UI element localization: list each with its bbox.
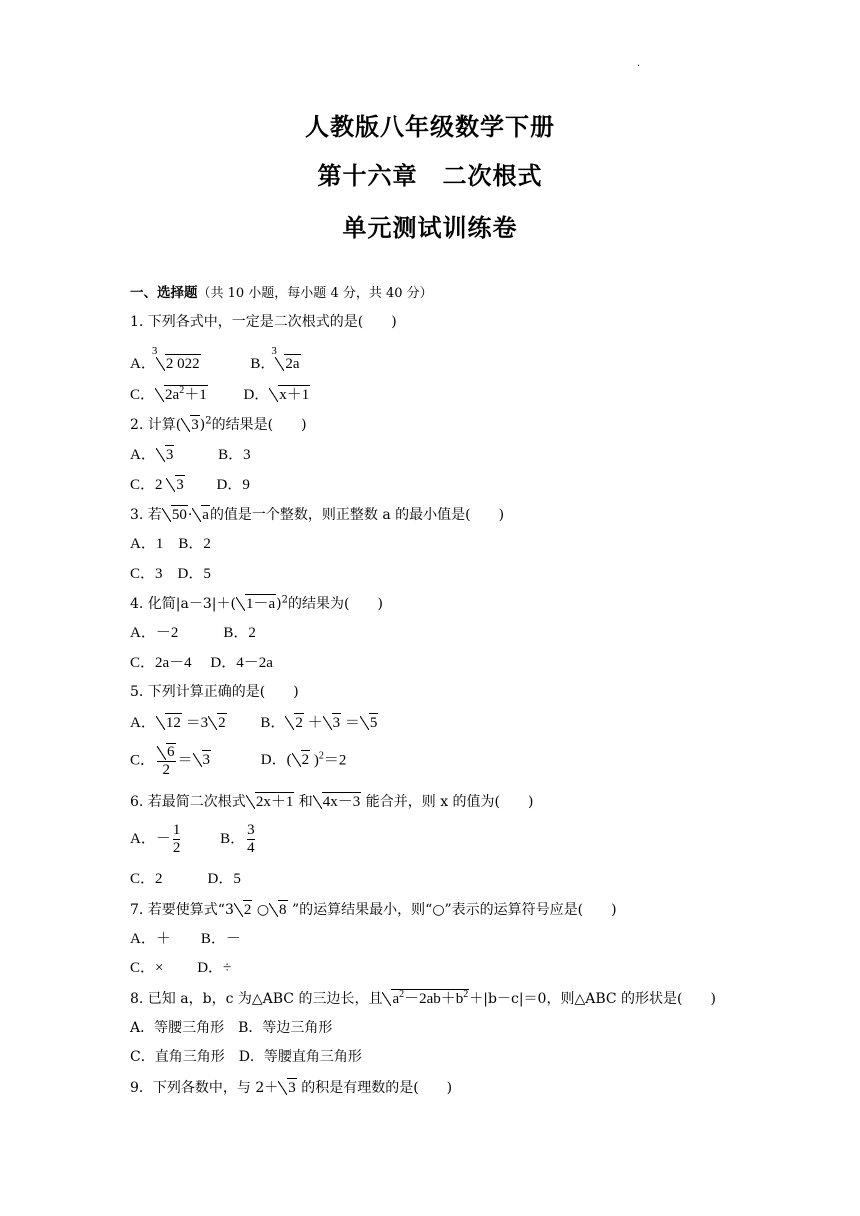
question-4-options-cd: C．2a－4 D．4－2a bbox=[130, 655, 273, 671]
header-dot: . bbox=[637, 58, 641, 69]
cube-root: 3 2 022 bbox=[151, 345, 200, 372]
question-7-options-ab: A．＋ B．－ bbox=[130, 931, 241, 947]
option-label: B． bbox=[250, 356, 276, 372]
question-5-options-ab: A． 12 ＝3 2 B． 2 ＋ 3 ＝ 5 bbox=[130, 715, 378, 731]
question-3-stem: 3. 若 50· a的值是一个整数，则正整数 a 的最小值是( ) bbox=[130, 507, 505, 523]
question-6-options-ab: A．－ $\frac{1}{2}$ B． $\frac{3}{4}$ bbox=[130, 822, 255, 856]
question-2-stem: 2. 计算( 3)$^2$的结果是( ) bbox=[130, 415, 307, 433]
fraction: $\frac{6}{2}$ bbox=[157, 743, 176, 779]
question-1-options-cd bbox=[130, 385, 310, 404]
question-3-options-cd: C．3 D．5 bbox=[130, 566, 211, 582]
question-5-options-cd: C． $\frac{6}{2}$ ＝ 3 D．( 2 )$^2$＝2 bbox=[130, 744, 347, 778]
question-8-options-ab: A．等腰三角形 B．等边三角形 bbox=[130, 1020, 333, 1036]
square-root: x＋1 bbox=[269, 385, 310, 404]
question-7-options-cd: C．× D．÷ bbox=[130, 960, 232, 976]
fraction: $\frac{3}{4}$ bbox=[247, 822, 255, 856]
question-1-options-ab bbox=[130, 345, 301, 373]
section-note: （共 10 小题，每小题 4 分，共 40 分） bbox=[197, 286, 433, 301]
question-5-stem: 5. 下列计算正确的是( ) bbox=[130, 684, 299, 700]
section-label: 一、选择题 bbox=[130, 285, 198, 301]
test-title: 单元测试训练卷 bbox=[342, 214, 518, 242]
question-2-options-cd: C．2 3 D．9 bbox=[130, 477, 250, 493]
doc-title: 人教版八年级数学下册 bbox=[305, 113, 555, 141]
question-9-stem: 9．下列各数中，与 2＋ 3 的积是有理数的是( ) bbox=[130, 1080, 453, 1096]
question-6-options-cd: C．2 D．5 bbox=[130, 871, 241, 887]
option-label: D． bbox=[243, 387, 270, 403]
fraction: $\frac{1}{2}$ bbox=[172, 822, 181, 856]
question-8-stem: 8. 已知 a，b，c 为△ABC 的三边长，且 $a^2-2ab+b^2+|b-c|=0$，则△ABC 的形状是( ) bbox=[130, 989, 716, 1007]
question-3-options-ab: A．1 B．2 bbox=[130, 536, 211, 552]
square-root: $2a^2+1$ bbox=[155, 385, 208, 404]
question-1-stem: 1. 下列各式中，一定是二次根式的是( ) bbox=[130, 314, 397, 330]
question-2-options-ab: A． 3 B．3 bbox=[130, 447, 251, 463]
question-4-options-ab: A．－2 B．2 bbox=[130, 625, 256, 641]
question-8-options-cd: C．直角三角形 D．等腰直角三角形 bbox=[130, 1049, 362, 1065]
question-7-stem: 7. 若要使算式“3 2 ○ 8 ”的运算结果最小，则“○”表示的运算符号应是( ) bbox=[130, 902, 617, 918]
option-label: A． bbox=[130, 356, 156, 372]
cube-root: 3 2a bbox=[271, 345, 300, 372]
chapter-title: 第十六章 二次根式 bbox=[317, 162, 543, 190]
question-4-stem: 4. 化简|a－3|＋( 1－a)$^2$的结果为( ) bbox=[130, 594, 383, 612]
section-heading bbox=[130, 284, 433, 303]
question-6-stem: 6. 若最简二次根式 2x＋1 和 4x－3 能合并，则 x 的值为( ) bbox=[130, 794, 534, 810]
option-label: C． bbox=[130, 387, 156, 403]
